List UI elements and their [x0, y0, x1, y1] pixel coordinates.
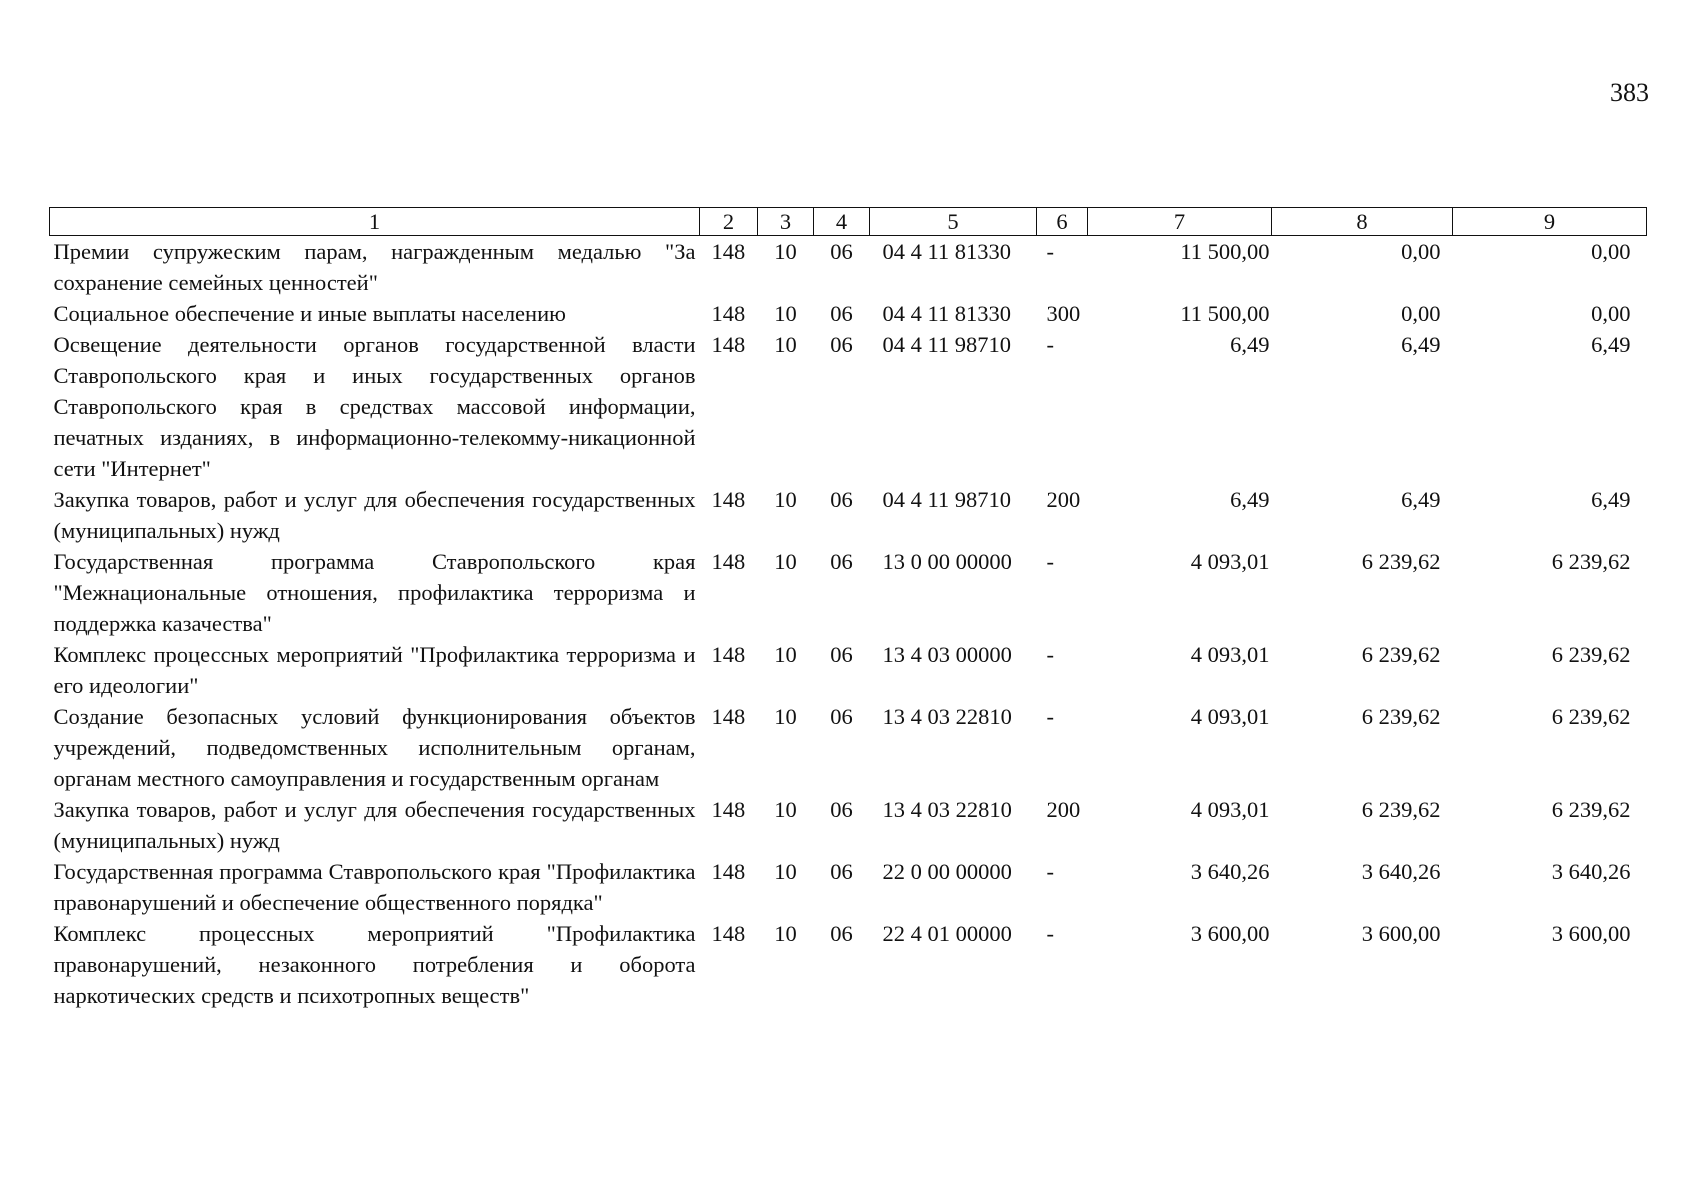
col-8-cell: 6 239,62 [1361, 549, 1441, 574]
budget-table [49, 207, 1647, 1011]
col-8-cell: 0,00 [1401, 239, 1441, 264]
col-5-cell: 22 0 00 00000 [882, 859, 1012, 884]
col-9-cell: 3 600,00 [1551, 921, 1631, 946]
col-2-cell: 148 [711, 239, 746, 264]
table-row [50, 484, 1647, 546]
table-header-row [50, 208, 1647, 236]
row-name: Комплекс процессных мероприятий "Профилактика правонарушений, незаконного потребления и оборота наркотических средств и психотропных веществ" [53, 921, 696, 1008]
row-name: Премии супружеским парам, награжденным медалью "За сохранение семейных ценностей" [53, 239, 696, 295]
col-8-cell: 6 239,62 [1361, 704, 1441, 729]
col-8-cell: 3 600,00 [1361, 921, 1441, 946]
table-row [50, 918, 1647, 1011]
col-6-cell: - [1046, 921, 1054, 946]
col-4-cell: 06 [830, 549, 853, 574]
col-3-cell: 10 [774, 859, 797, 884]
col-6-cell: - [1046, 332, 1054, 357]
col-2-cell: 148 [711, 859, 746, 884]
col-9-cell: 3 640,26 [1551, 859, 1631, 884]
col-4-cell: 06 [830, 704, 853, 729]
row-name: Государственная программа Ставропольского края "Профилактика правонарушений и обеспечение общественного порядка" [53, 859, 696, 915]
col-9-cell: 0,00 [1591, 239, 1631, 264]
row-name: Освещение деятельности органов государственной власти Ставропольского края и иных государственных органов Ставропольского края в средствах массовой информации, печатных изданиях, в информационно-телекомму-никационной сети "Интернет" [53, 332, 696, 481]
col-2-cell: 148 [711, 487, 746, 512]
col-7-cell: 3 640,26 [1190, 859, 1270, 884]
table-row [50, 701, 1647, 794]
col-7-cell: 4 093,01 [1190, 642, 1270, 667]
col-5-cell: 04 4 11 98710 [882, 487, 1012, 512]
col-6-cell: - [1046, 704, 1054, 729]
col-2-cell: 148 [711, 549, 746, 574]
col-5-cell: 04 4 11 98710 [882, 332, 1012, 357]
col-8-cell: 6 239,62 [1361, 797, 1441, 822]
column-header: 8 [1272, 208, 1453, 236]
col-2-cell: 148 [711, 704, 746, 729]
col-4-cell: 06 [830, 797, 853, 822]
col-5-cell: 22 4 01 00000 [882, 921, 1012, 946]
table-row [50, 856, 1647, 918]
column-header: 2 [700, 208, 758, 236]
col-5-cell: 13 4 03 00000 [882, 642, 1012, 667]
col-4-cell: 06 [830, 301, 853, 326]
col-5-cell: 13 0 00 00000 [882, 549, 1012, 574]
row-name: Закупка товаров, работ и услуг для обеспечения государственных (муниципальных) нужд [53, 797, 696, 853]
table-row [50, 794, 1647, 856]
col-4-cell: 06 [830, 859, 853, 884]
col-8-cell: 6,49 [1401, 332, 1441, 357]
col-4-cell: 06 [830, 642, 853, 667]
col-9-cell: 0,00 [1591, 301, 1631, 326]
col-6-cell: - [1046, 549, 1054, 574]
col-8-cell: 3 640,26 [1361, 859, 1441, 884]
col-9-cell: 6 239,62 [1551, 549, 1631, 574]
col-2-cell: 148 [711, 797, 746, 822]
col-5-cell: 04 4 11 81330 [882, 239, 1012, 264]
col-9-cell: 6 239,62 [1551, 642, 1631, 667]
col-2-cell: 148 [711, 301, 746, 326]
column-header: 3 [758, 208, 814, 236]
row-name: Закупка товаров, работ и услуг для обеспечения государственных (муниципальных) нужд [53, 487, 696, 543]
col-5-cell: 04 4 11 81330 [882, 301, 1012, 326]
col-3-cell: 10 [774, 301, 797, 326]
column-header: 4 [814, 208, 870, 236]
column-header: 5 [870, 208, 1037, 236]
table-row [50, 329, 1647, 484]
col-8-cell: 6,49 [1401, 487, 1441, 512]
table-body [50, 236, 1647, 1012]
col-2-cell: 148 [711, 642, 746, 667]
col-9-cell: 6,49 [1591, 487, 1631, 512]
col-6-cell: - [1046, 239, 1054, 264]
col-7-cell: 6,49 [1230, 332, 1270, 357]
col-6-cell: - [1046, 859, 1054, 884]
table-row [50, 546, 1647, 639]
col-2-cell: 148 [711, 332, 746, 357]
col-6-cell: 200 [1046, 797, 1081, 822]
col-4-cell: 06 [830, 487, 853, 512]
table-row [50, 236, 1647, 299]
col-5-cell: 13 4 03 22810 [882, 704, 1012, 729]
col-6-cell: 300 [1046, 301, 1081, 326]
col-4-cell: 06 [830, 921, 853, 946]
col-3-cell: 10 [774, 239, 797, 264]
col-3-cell: 10 [774, 921, 797, 946]
col-3-cell: 10 [774, 704, 797, 729]
col-6-cell: 200 [1046, 487, 1081, 512]
col-7-cell: 6,49 [1230, 487, 1270, 512]
table-row [50, 298, 1647, 329]
column-header: 7 [1088, 208, 1272, 236]
col-3-cell: 10 [774, 487, 797, 512]
col-3-cell: 10 [774, 549, 797, 574]
col-8-cell: 6 239,62 [1361, 642, 1441, 667]
col-7-cell: 4 093,01 [1190, 549, 1270, 574]
col-3-cell: 10 [774, 797, 797, 822]
row-name: Социальное обеспечение и иные выплаты населению [53, 301, 566, 326]
col-5-cell: 13 4 03 22810 [882, 797, 1012, 822]
col-9-cell: 6,49 [1591, 332, 1631, 357]
col-3-cell: 10 [774, 642, 797, 667]
table-row [50, 639, 1647, 701]
col-7-cell: 11 500,00 [1180, 239, 1270, 264]
col-7-cell: 11 500,00 [1180, 301, 1270, 326]
col-6-cell: - [1046, 642, 1054, 667]
col-7-cell: 4 093,01 [1190, 797, 1270, 822]
col-9-cell: 6 239,62 [1551, 704, 1631, 729]
col-9-cell: 6 239,62 [1551, 797, 1631, 822]
col-8-cell: 0,00 [1401, 301, 1441, 326]
column-header: 1 [50, 208, 700, 236]
col-7-cell: 3 600,00 [1190, 921, 1270, 946]
column-header: 6 [1037, 208, 1088, 236]
col-4-cell: 06 [830, 239, 853, 264]
row-name: Государственная программа Ставропольского края "Межнациональные отношения, профилактика терроризма и поддержка казачества" [53, 549, 696, 636]
row-name: Создание безопасных условий функционирования объектов учреждений, подведомственных исполнительным органам, органам местного самоуправления и государственным органам [53, 704, 696, 791]
col-7-cell: 4 093,01 [1190, 704, 1270, 729]
col-3-cell: 10 [774, 332, 797, 357]
col-2-cell: 148 [711, 921, 746, 946]
page-number: 383 [1610, 78, 1649, 107]
column-header: 9 [1453, 208, 1647, 236]
col-4-cell: 06 [830, 332, 853, 357]
row-name: Комплекс процессных мероприятий "Профилактика терроризма и его идеологии" [53, 642, 696, 698]
